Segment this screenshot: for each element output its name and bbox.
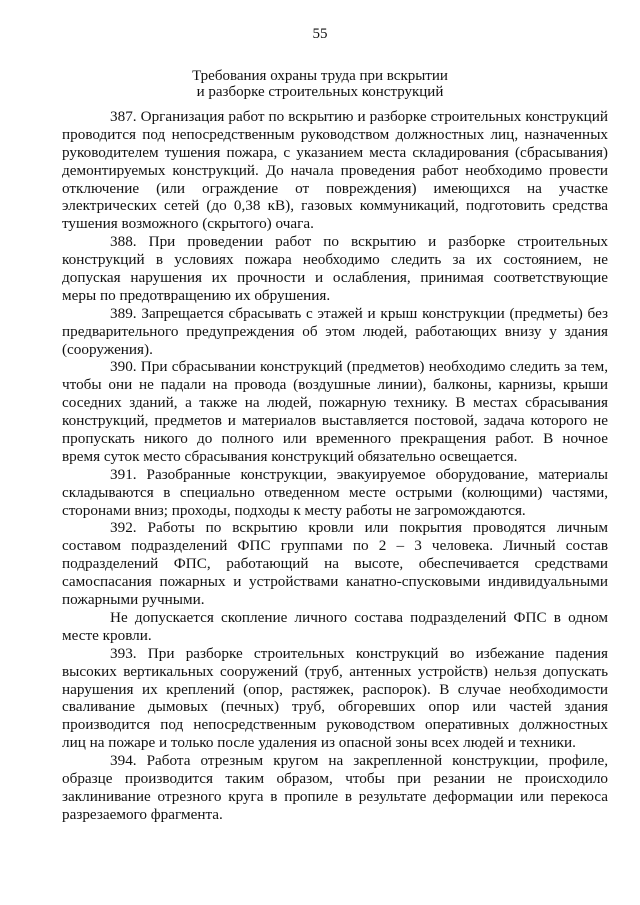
- paragraph-line: меры по предотвращению их обрушения.: [62, 286, 331, 304]
- paragraph-line: самоспасания пожарных и устройствами канатно-спусковыми индивидуальными: [62, 573, 608, 591]
- section-title: [0, 68, 640, 100]
- paragraph-line: соседних зданий, а также на людей, пожарную технику. В местах сбрасывания: [62, 394, 608, 412]
- page-number: 55: [312, 26, 328, 42]
- paragraph-line: 389. Запрещается сбрасывать с этажей и крыш конструкции (предметы) без: [110, 304, 608, 322]
- paragraph-line: конструкций в условиях пожара необходимо следить за их состоянием, не: [62, 251, 608, 269]
- paragraph-line: 391. Разобранные конструкции, эвакуируемое оборудование, материалы: [110, 465, 608, 483]
- paragraph: [62, 645, 608, 752]
- paragraph-line: высоких вертикальных сооружений (труб, антенных устройств) нельзя допускать: [62, 662, 608, 680]
- paragraph-line: предварительного предупреждения об этом людей, работающих внизу у здания: [62, 322, 608, 340]
- paragraph-line: пропускать никого до полного или временного прекращения работ. В ночное: [62, 430, 608, 448]
- paragraph-line: 393. При разборке строительных конструкций во избежание падения: [110, 644, 608, 662]
- paragraph-line: 394. Работа отрезным кругом на закрепленной конструкции, профиле,: [110, 752, 608, 770]
- paragraph-line: Не допускается скопление личного состава подразделений ФПС в одном: [110, 608, 608, 626]
- paragraph: [62, 108, 608, 233]
- paragraph-line: 392. Работы по вскрытию кровли или покрытия проводятся личным: [110, 519, 608, 537]
- paragraph-line: пожарными ручными.: [62, 591, 205, 609]
- paragraph-line: нарушения их креплений (опор, растяжек, распорок). В случае необходимости: [62, 680, 608, 698]
- paragraph-line: разрезаемого фрагмента.: [62, 805, 223, 823]
- paragraph-line: конструкций, предметов и материалов выставляется постовой, задача которого не: [62, 412, 608, 430]
- paragraph-line: руководителем тушения пожара, с указанием места складирования (сбрасывания): [62, 143, 608, 161]
- paragraph-line: допуская нарушения их прочности и ослабления, принимая соответствующие: [62, 269, 608, 287]
- paragraph-line: проводится под непосредственным руководством должностных лиц, назначенных: [62, 125, 608, 143]
- paragraph-line: электрических сетей (до 0,38 кВ), газовых коммуникаций, подготовить средства: [62, 197, 608, 215]
- paragraph: [62, 358, 608, 465]
- paragraph: [62, 233, 608, 305]
- paragraph: [62, 466, 608, 520]
- paragraph-line: тушения возможного (скрытого) очага.: [62, 215, 314, 233]
- paragraph-line: 388. При проведении работ по вскрытию и разборке строительных: [110, 233, 608, 251]
- section-title-line: Требования охраны труда при вскрытии: [192, 68, 448, 84]
- paragraph-line: складываются в специально отведенном месте острыми (колющими) частями,: [62, 483, 608, 501]
- paragraph-line: чтобы они не падали на провода (воздушные линии), балконы, карнизы, крыши: [62, 376, 608, 394]
- paragraph: [62, 305, 608, 359]
- paragraph-line: время суток место сбрасывания конструкций обязательно освещается.: [62, 447, 518, 465]
- paragraph-line: составом подразделений ФПС группами по 2 – 3 человека. Личный состав: [62, 537, 608, 555]
- paragraph-line: сторонами вниз; проходы, подходы к месту работы не загромождаются.: [62, 501, 526, 519]
- paragraph: [62, 752, 608, 824]
- document-body: [62, 108, 608, 824]
- paragraph-line: образце производится таким образом, чтобы при резании не происходило: [62, 769, 608, 787]
- paragraph-line: сваливание дымовых (печных) труб, обгоревших опор или частей здания: [62, 698, 608, 716]
- paragraph-line: заклинивание отрезного круга в пропиле в результате деформации или перекоса: [62, 787, 608, 805]
- paragraph-line: месте кровли.: [62, 626, 152, 644]
- paragraph-line: 387. Организация работ по вскрытию и разборке строительных конструкций: [110, 108, 608, 125]
- paragraph-line: 390. При сбрасывании конструкций (предметов) необходимо следить за тем,: [110, 358, 608, 376]
- paragraph-line: демонтируемых конструкций. До начала проведения работ необходимо провести: [62, 161, 608, 179]
- paragraph-line: лиц на пожаре и только после удаления из опасной зоны всех людей и техники.: [62, 734, 576, 752]
- paragraph-line: (сооружения).: [62, 340, 153, 358]
- paragraph-line: отключение (или ограждение от повреждения) имеющихся на участке: [62, 179, 608, 197]
- paragraph-line: производится под непосредственным руководством оперативных должностных: [62, 716, 608, 734]
- paragraph: [62, 609, 608, 645]
- paragraph: [62, 519, 608, 608]
- paragraph-line: подразделений ФПС, работающий на высоте, обеспечивается средствами: [62, 555, 608, 573]
- section-title-line: и разборке строительных конструкций: [196, 84, 444, 100]
